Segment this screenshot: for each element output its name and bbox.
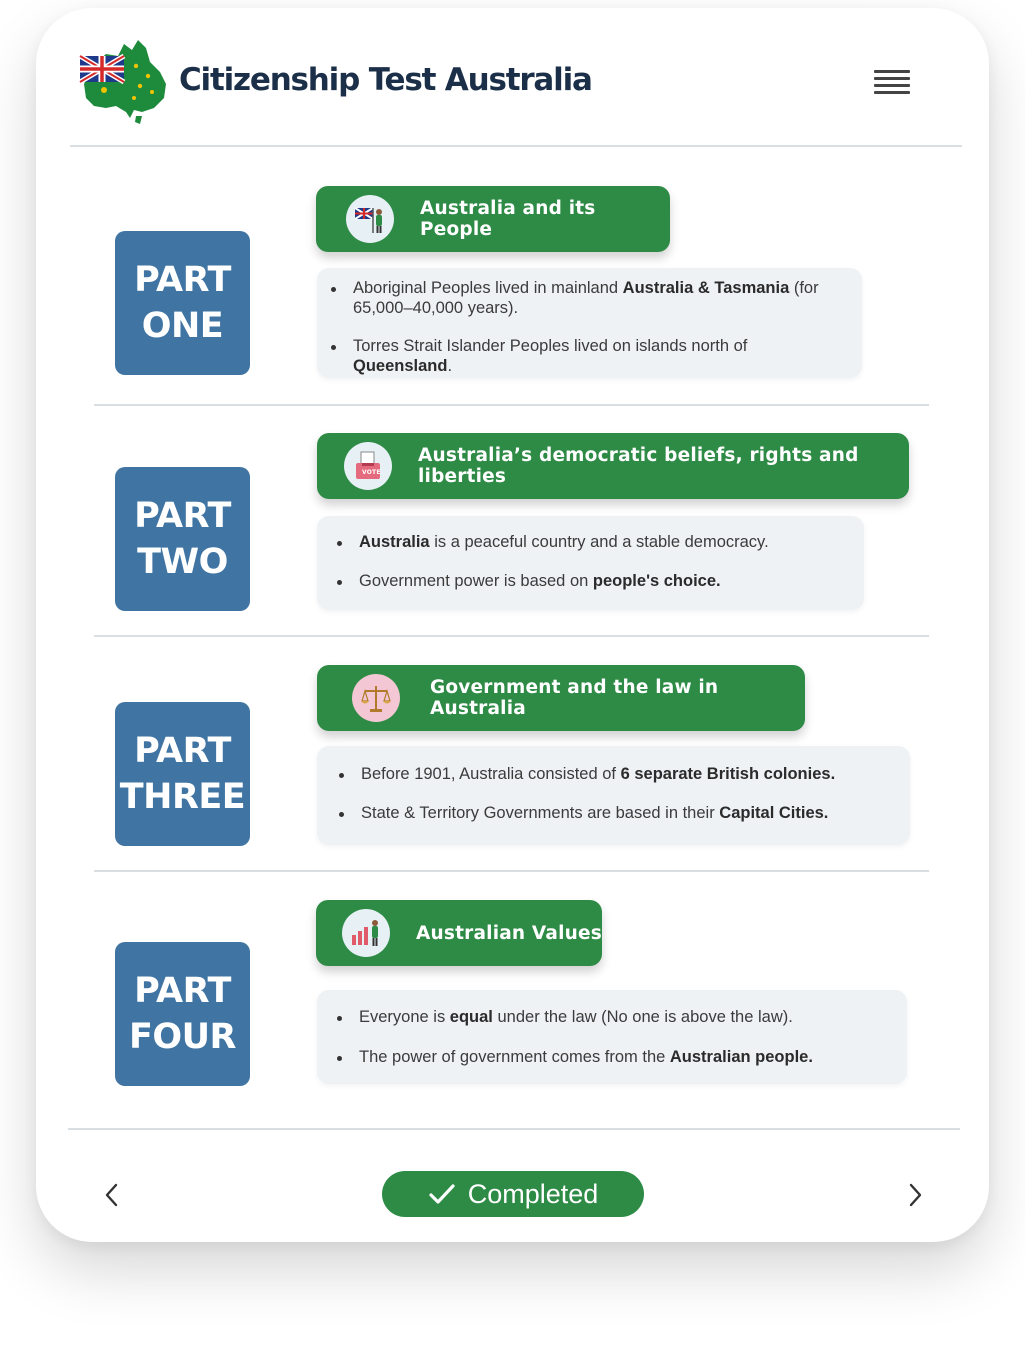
part-label-line1: PART bbox=[134, 496, 231, 536]
key-point: State & Territory Governments are based in their Capital Cities. bbox=[339, 803, 886, 823]
section-divider bbox=[94, 870, 929, 872]
topic-button[interactable] bbox=[316, 900, 602, 966]
part-label bbox=[115, 467, 250, 611]
part-label bbox=[115, 942, 250, 1086]
part-label-line2: FOUR bbox=[128, 1017, 237, 1057]
brand-title: Citizenship Test Australia bbox=[179, 62, 592, 98]
presenter-chart-icon bbox=[342, 909, 390, 957]
key-point: Aboriginal Peoples lived in mainland Australia & Tasmania (for 65,000–40,000 years). bbox=[331, 278, 838, 318]
australia-map-flag-icon bbox=[76, 36, 172, 124]
part-label bbox=[115, 702, 250, 846]
key-point: Government power is based on people's choice. bbox=[337, 571, 840, 591]
key-point: Everyone is equal under the law (No one is above the law). bbox=[337, 1007, 883, 1027]
key-points bbox=[317, 746, 910, 845]
topic-title: Australian Values bbox=[416, 922, 602, 944]
topic-button[interactable] bbox=[317, 433, 909, 499]
topic-title: Government and the law in Australia bbox=[430, 677, 719, 719]
key-point: Before 1901, Australia consisted of 6 separate British colonies. bbox=[339, 764, 886, 784]
completed-label: Completed bbox=[467, 1178, 599, 1209]
completed-button[interactable] bbox=[382, 1171, 644, 1217]
header bbox=[36, 8, 989, 148]
key-points bbox=[317, 516, 864, 610]
ballot-box-icon bbox=[344, 442, 392, 490]
part-label-line2: THREE bbox=[119, 777, 246, 817]
part-label-line1: PART bbox=[134, 731, 231, 771]
key-point: Australia is a peaceful country and a stable democracy. bbox=[337, 532, 840, 552]
key-points bbox=[317, 268, 862, 378]
app-card bbox=[36, 8, 989, 1242]
chevron-left-icon[interactable] bbox=[100, 1181, 124, 1209]
footer-nav bbox=[36, 1138, 989, 1238]
topic-title: Australia’s democratic beliefs, rights and liberties bbox=[418, 445, 859, 487]
part-label-line1: PART bbox=[134, 971, 231, 1011]
footer-divider bbox=[68, 1128, 960, 1130]
person-with-flag-icon bbox=[346, 195, 394, 243]
key-points bbox=[317, 990, 907, 1084]
chevron-right-icon[interactable] bbox=[903, 1181, 927, 1209]
part-label bbox=[115, 231, 250, 375]
key-point: Torres Strait Islander Peoples lived on islands north of Queensland. bbox=[331, 336, 838, 376]
part-label-line2: TWO bbox=[137, 542, 228, 582]
svg-text:VOTE: VOTE bbox=[362, 469, 381, 476]
key-point: The power of government comes from the Australian people. bbox=[337, 1047, 883, 1067]
section-divider bbox=[94, 635, 929, 637]
header-divider bbox=[70, 145, 962, 147]
part-label-line2: ONE bbox=[141, 306, 224, 346]
topic-button[interactable] bbox=[317, 665, 805, 731]
hamburger-menu-icon[interactable] bbox=[874, 70, 910, 96]
scales-of-justice-icon bbox=[352, 674, 400, 722]
part-label-line1: PART bbox=[134, 260, 231, 300]
checkmark-icon bbox=[428, 1182, 456, 1206]
topic-title: Australia and its People bbox=[420, 198, 596, 240]
section-divider bbox=[94, 404, 929, 406]
topic-button[interactable] bbox=[316, 186, 670, 252]
